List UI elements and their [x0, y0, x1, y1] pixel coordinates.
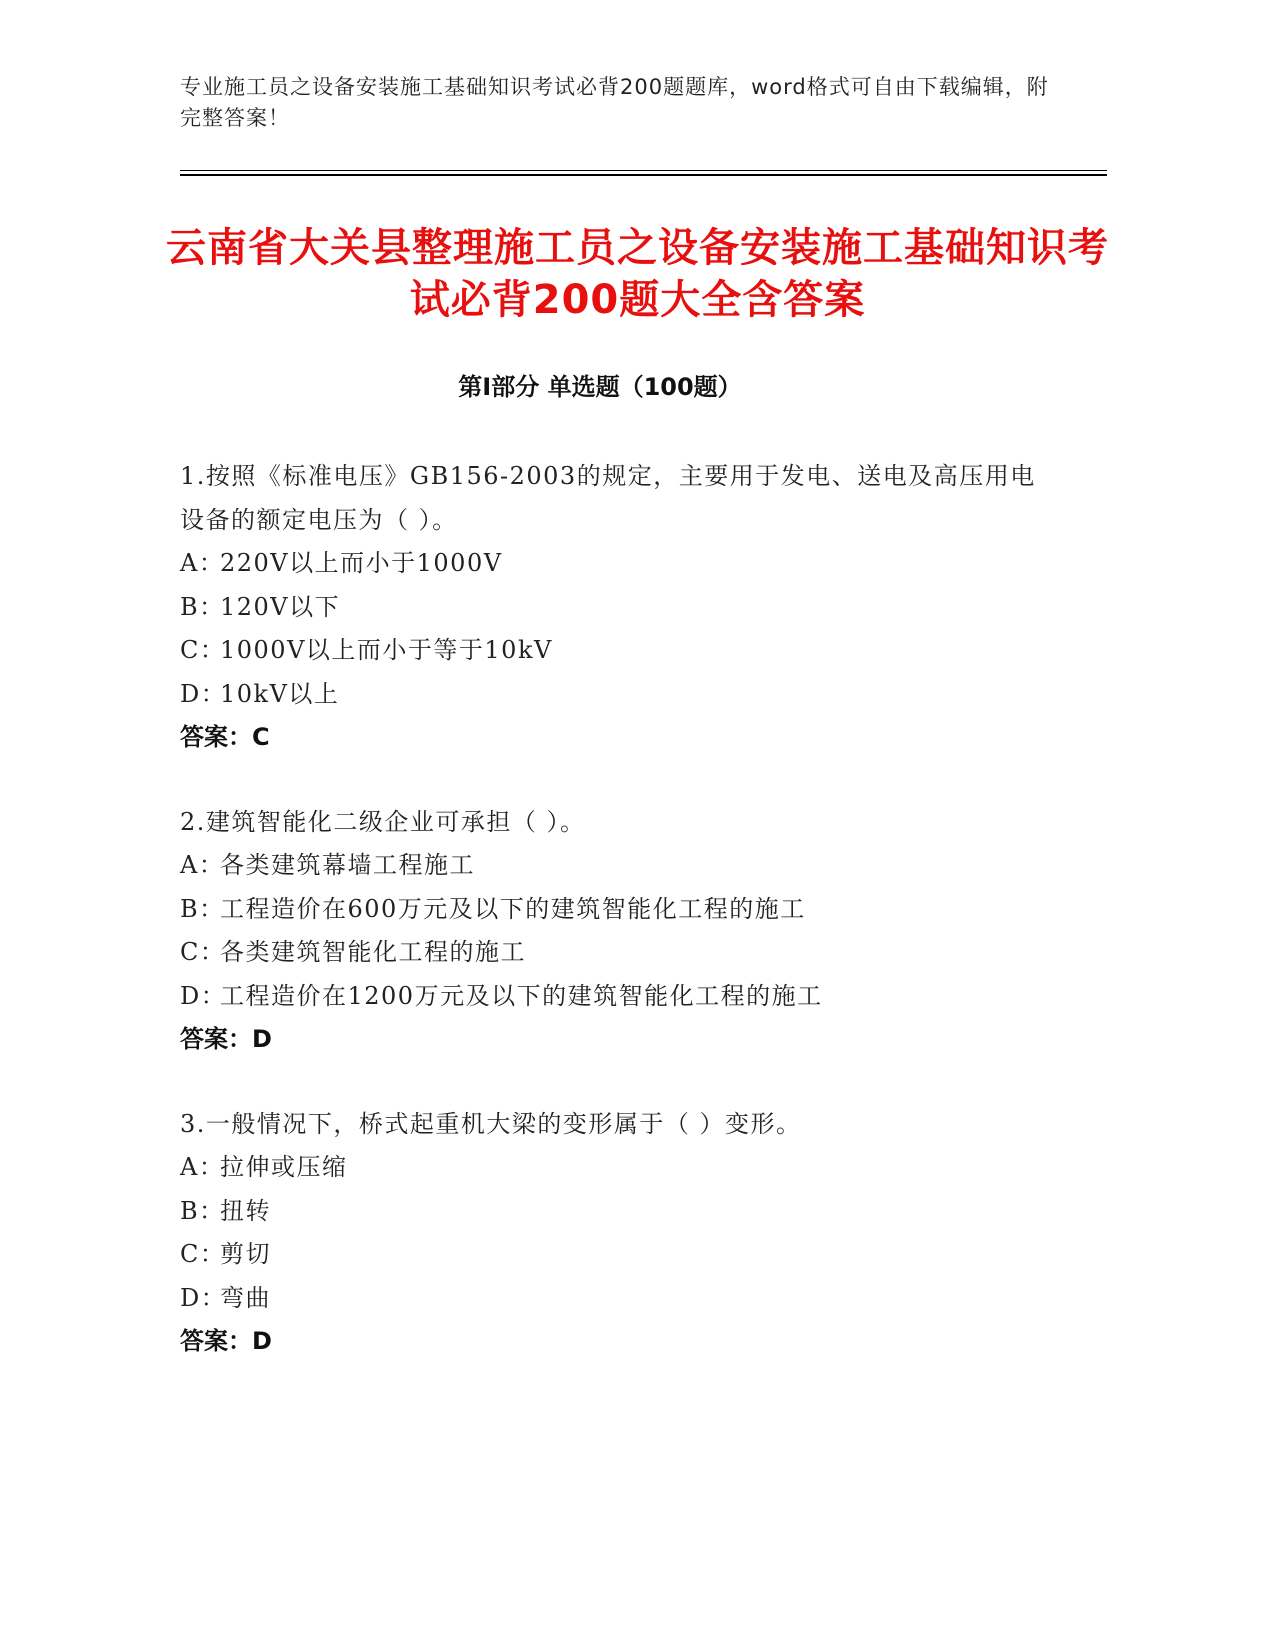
option-key: B： — [180, 592, 225, 621]
option-text: 10kV以上 — [220, 679, 340, 708]
option-b — [180, 888, 1040, 932]
option-b — [180, 1190, 1040, 1234]
option-c — [180, 629, 1040, 673]
header-rule-thick — [180, 174, 1107, 176]
question-item — [180, 455, 1040, 760]
option-key: D： — [180, 981, 227, 1010]
option-text: 各类建筑智能化工程的施工 — [220, 938, 526, 966]
question-stem: 2.建筑智能化二级企业可承担（ ）。 — [180, 807, 586, 836]
option-d — [180, 1277, 1040, 1321]
answer-line: 答案：D — [180, 1025, 272, 1053]
option-key: A： — [180, 549, 225, 577]
option-a — [180, 1146, 1040, 1190]
option-text: 拉伸或压缩 — [220, 1153, 348, 1181]
option-key: D： — [180, 1283, 227, 1312]
option-key: A： — [180, 1153, 225, 1181]
option-a — [180, 844, 1040, 888]
option-b — [180, 586, 1040, 630]
answer-line: 答案：C — [180, 723, 270, 751]
option-key: C： — [180, 1240, 226, 1268]
option-key: D： — [180, 679, 227, 708]
question-stem: 3.一般情况下，桥式起重机大梁的变形属于（ ）变形。 — [180, 1109, 802, 1138]
option-c — [180, 931, 1040, 975]
option-key: C： — [180, 636, 226, 664]
option-text: 扭转 — [220, 1196, 271, 1225]
option-d — [180, 975, 1040, 1019]
option-a — [180, 542, 1040, 586]
question-item — [180, 801, 1040, 1062]
option-d — [180, 673, 1040, 717]
option-text: 1000V以上而小于等于10kV — [220, 636, 553, 664]
document-title: 云南省大关县整理施工员之设备安装施工基础知识考试必背200题大全含答案 — [166, 225, 1109, 323]
option-key: A： — [180, 851, 225, 879]
option-text: 剪切 — [220, 1240, 271, 1268]
option-key: B： — [180, 894, 225, 923]
section-title: 第Ⅰ部分 单选题（100题） — [458, 373, 742, 401]
question-item — [180, 1103, 1040, 1364]
option-key: C： — [180, 938, 226, 966]
header-rule-thin — [180, 170, 1107, 171]
option-key: B： — [180, 1196, 225, 1225]
option-text: 工程造价在600万元及以下的建筑智能化工程的施工 — [220, 894, 806, 923]
question-list — [180, 455, 1040, 1405]
option-text: 220V以上而小于1000V — [220, 549, 503, 577]
option-c — [180, 1233, 1040, 1277]
header-note: 专业施工员之设备安装施工基础知识考试必背200题题库，word格式可自由下载编辑，附完整答案！ — [180, 75, 1049, 130]
option-text: 各类建筑幕墙工程施工 — [220, 851, 475, 879]
option-text: 120V以下 — [220, 592, 341, 621]
answer-line: 答案：D — [180, 1327, 272, 1355]
question-stem: 1.按照《标准电压》GB156-2003的规定，主要用于发电、送电及高压用电设备的额定电压为（ ）。 — [180, 462, 1036, 534]
option-text: 工程造价在1200万元及以下的建筑智能化工程的施工 — [220, 981, 823, 1010]
option-text: 弯曲 — [220, 1283, 271, 1312]
